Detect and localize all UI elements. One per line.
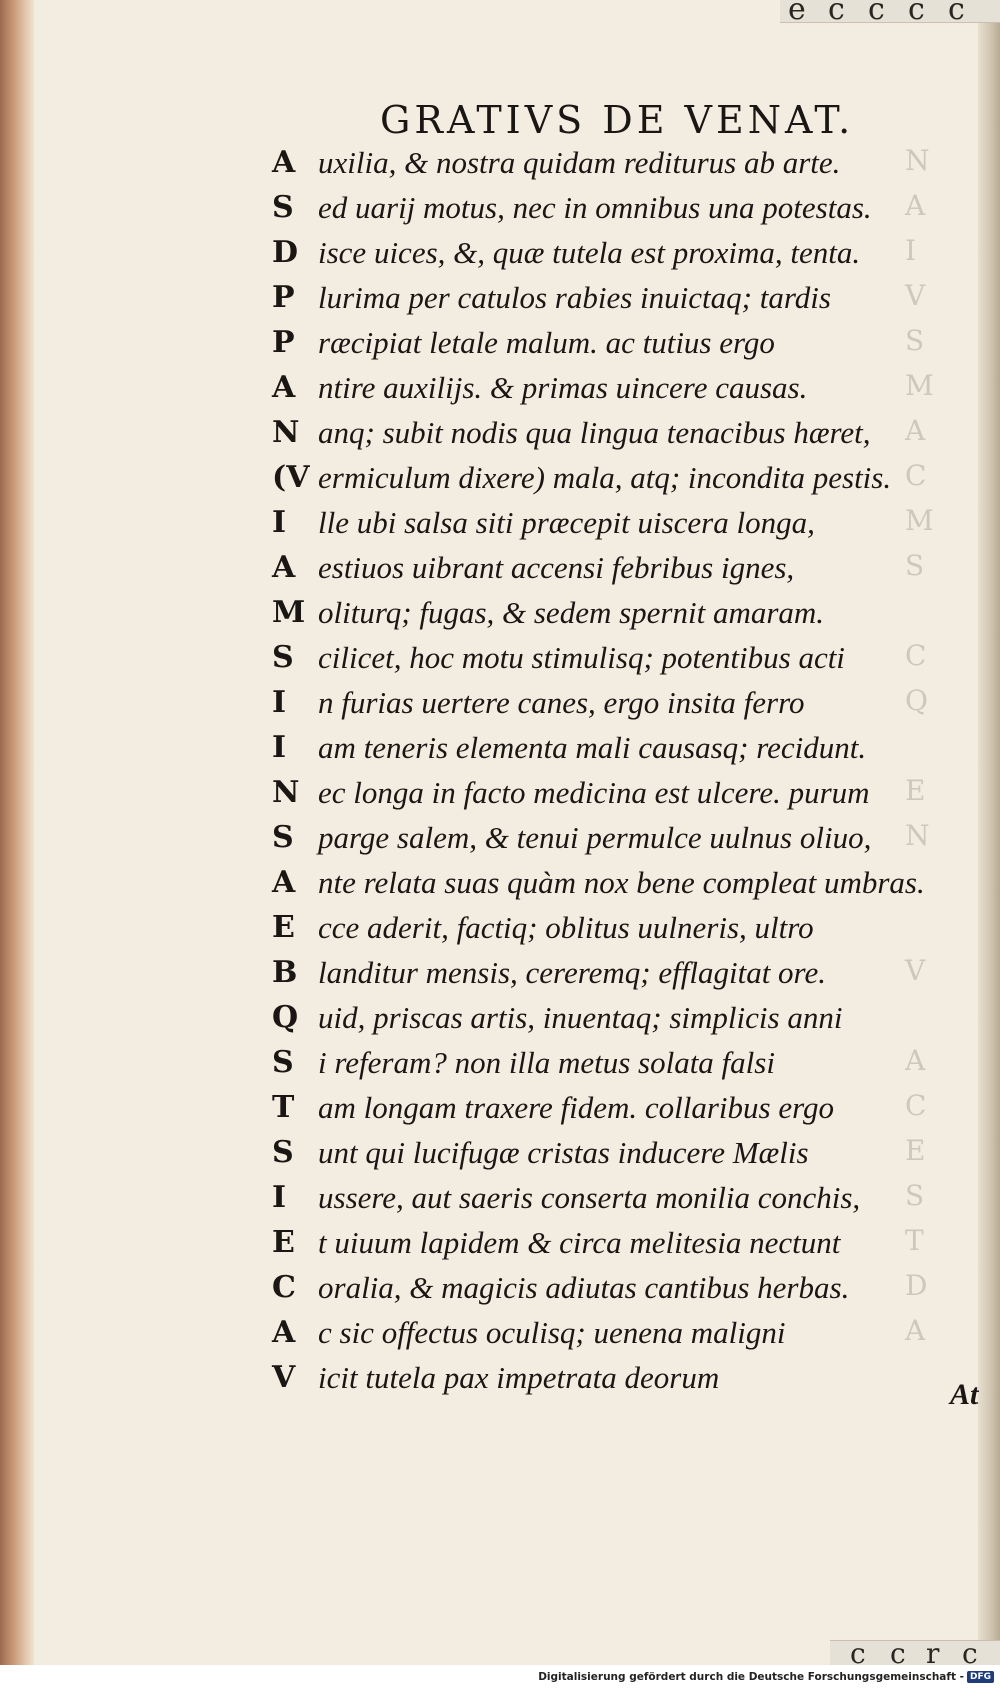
- show-through-letter: I: [905, 234, 917, 267]
- verse-initial: N: [272, 415, 300, 450]
- verse-initial: S: [272, 190, 294, 225]
- verse-line: [272, 455, 922, 500]
- verse-text: n furias uertere canes, ergo insita ferro: [318, 685, 805, 720]
- verse-block: [272, 140, 925, 1400]
- verse-initial: I: [272, 730, 287, 765]
- verse-initial: D: [272, 235, 299, 270]
- verse-initial: I: [272, 1180, 287, 1215]
- verse-initial: A: [272, 865, 296, 900]
- verse-line: [272, 635, 922, 680]
- verse-text: ec longa in facto medicina est ulcere. purum: [318, 775, 870, 810]
- verse-text: c sic offectus oculisq; uenena maligni: [318, 1315, 786, 1350]
- verse-line: [272, 275, 922, 320]
- show-through-letter: E: [905, 1134, 926, 1167]
- top-margin-strip: [780, 0, 1000, 27]
- verse-line: [272, 995, 922, 1040]
- show-through-letter: N: [905, 819, 930, 852]
- verse-text: isce uices, &, quæ tutela est proxima, tenta.: [318, 235, 861, 270]
- verse-line: [272, 410, 922, 455]
- verse-text: lurima per catulos rabies inuictaq; tardis: [318, 280, 831, 315]
- verse-initial: A: [272, 370, 296, 405]
- verse-line: [272, 905, 922, 950]
- book-binding-edge: [0, 0, 34, 1665]
- verse-initial: T: [272, 1090, 295, 1125]
- show-through-letter: S: [905, 549, 925, 582]
- verse-initial: N: [272, 775, 300, 810]
- show-through-letter: S: [905, 1179, 925, 1212]
- verse-text: uxilia, & nostra quidam rediturus ab arte.: [318, 145, 841, 180]
- verse-text: t uiuum lapidem & circa melitesia nectunt: [318, 1225, 841, 1260]
- verse-initial: E: [272, 1225, 295, 1260]
- verse-text: oralia, & magicis adiutas cantibus herbas.: [318, 1270, 850, 1305]
- show-through-letter: D: [905, 1269, 928, 1302]
- verse-initial: P: [272, 280, 295, 315]
- bottom-margin-strip: [830, 1637, 1000, 1665]
- catchword: At: [950, 1378, 979, 1411]
- running-head: GRATIVS DE VENAT.: [380, 98, 855, 142]
- verse-text: nte relata suas quàm nox bene compleat umbras.: [318, 865, 925, 900]
- verse-line: [272, 1220, 922, 1265]
- top-strip-glyph: c: [908, 0, 925, 27]
- verse-text: lle ubi salsa siti præcepit uiscera longa,: [318, 505, 815, 540]
- page-fore-edge: [978, 0, 1000, 1665]
- show-through-letter: C: [905, 1089, 927, 1122]
- show-through-letter: A: [905, 189, 926, 222]
- digitization-credit: [538, 1668, 994, 1686]
- show-through-letter: N: [905, 144, 930, 177]
- verse-initial: P: [272, 325, 295, 360]
- verse-line: [272, 770, 922, 815]
- verse-line: [272, 590, 922, 635]
- verse-text: anq; subit nodis qua lingua tenacibus hæret,: [318, 415, 871, 450]
- verse-initial: A: [272, 1315, 296, 1350]
- verse-text: cilicet, hoc motu stimulisq; potentibus acti: [318, 640, 845, 675]
- verse-line: [272, 1175, 922, 1220]
- verse-initial: Q: [272, 1000, 299, 1035]
- verse-text: landitur mensis, cereremq; efflagitat ore.: [318, 955, 826, 990]
- verse-initial: E: [272, 910, 295, 945]
- verse-text: am longam traxere fidem. collaribus ergo: [318, 1090, 835, 1125]
- verse-text: ntire auxilijs. & primas uincere causas.: [318, 370, 808, 405]
- verse-text: uid, priscas artis, inuentaq; simplicis anni: [318, 1000, 843, 1035]
- verse-line: [272, 185, 922, 230]
- verse-initial: I: [272, 685, 287, 720]
- verse-line: [272, 815, 922, 860]
- verse-line: [272, 950, 922, 995]
- verse-initial: (V: [272, 460, 310, 495]
- bottom-strip-glyph: c: [850, 1637, 866, 1665]
- show-through-letter: A: [905, 1044, 926, 1077]
- bottom-strip-glyph: r: [926, 1637, 940, 1665]
- top-strip-glyph: c: [948, 0, 965, 27]
- verse-text: ed uarij motus, nec in omnibus una potestas.: [318, 190, 872, 225]
- verse-initial: A: [272, 550, 296, 585]
- verse-initial: M: [272, 595, 306, 630]
- top-strip-glyph: c: [868, 0, 885, 27]
- verse-line: [272, 1040, 922, 1085]
- verse-text: unt qui lucifugæ cristas inducere Mælis: [318, 1135, 809, 1170]
- verse-initial: V: [272, 1360, 296, 1395]
- verse-text: ussere, aut saeris conserta monilia conchis,: [318, 1180, 861, 1215]
- verse-text: estiuos uibrant accensi febribus ignes,: [318, 550, 795, 585]
- verse-line: [272, 140, 922, 185]
- verse-initial: A: [272, 145, 296, 180]
- bottom-strip-glyph: c: [890, 1637, 906, 1665]
- show-through-letter: M: [905, 369, 934, 402]
- verse-text: am teneris elementa mali causasq; recidunt.: [318, 730, 867, 765]
- show-through-letter: S: [905, 324, 925, 357]
- verse-line: [272, 365, 922, 410]
- show-through-letter: T: [905, 1224, 924, 1257]
- verse-line: [272, 1085, 922, 1130]
- show-through-letter: C: [905, 639, 927, 672]
- verse-line: [272, 320, 922, 365]
- verse-text: cce aderit, factiq; oblitus uulneris, ultro: [318, 910, 814, 945]
- verse-line: [272, 1355, 922, 1400]
- verse-line: [272, 860, 925, 905]
- verse-line: [272, 500, 922, 545]
- verse-line: [272, 230, 922, 275]
- show-through-letter: A: [905, 414, 926, 447]
- show-through-letter: V: [905, 954, 926, 987]
- verse-line: [272, 1265, 922, 1310]
- show-through-letter: M: [905, 504, 934, 537]
- credit-text: Digitalisierung gefördert durch die Deutsche Forschungsgemeinschaft -: [538, 1671, 964, 1683]
- show-through-letter: Q: [905, 684, 928, 717]
- verse-text: oliturq; fugas, & sedem spernit amaram.: [318, 595, 825, 630]
- show-through-letter: E: [905, 774, 926, 807]
- verse-text: parge salem, & tenui permulce uulnus oliuo,: [318, 820, 872, 855]
- verse-initial: S: [272, 640, 294, 675]
- verse-line: [272, 1310, 922, 1355]
- show-through-letter: A: [905, 1314, 926, 1347]
- dfg-logo: DFG: [967, 1671, 994, 1683]
- verse-initial: C: [272, 1270, 296, 1305]
- verse-line: [272, 545, 922, 590]
- verse-text: icit tutela pax impetrata deorum: [318, 1360, 720, 1395]
- show-through-letter: C: [905, 459, 927, 492]
- top-strip-glyph: c: [828, 0, 845, 27]
- top-strip-glyph: e: [788, 0, 806, 27]
- verse-text: ermiculum dixere) mala, atq; incondita pestis.: [318, 460, 892, 495]
- verse-text: ræcipiat letale malum. ac tutius ergo: [318, 325, 775, 360]
- verse-initial: B: [272, 955, 298, 990]
- show-through-letter: V: [905, 279, 926, 312]
- verse-initial: S: [272, 820, 294, 855]
- verse-line: [272, 680, 922, 725]
- verse-line: [272, 1130, 922, 1175]
- verse-initial: S: [272, 1045, 294, 1080]
- bottom-strip-glyph: c: [962, 1637, 978, 1665]
- verse-initial: I: [272, 505, 287, 540]
- verse-initial: S: [272, 1135, 294, 1170]
- verse-line: [272, 725, 922, 770]
- verse-text: i referam? non illa metus solata falsi: [318, 1045, 775, 1080]
